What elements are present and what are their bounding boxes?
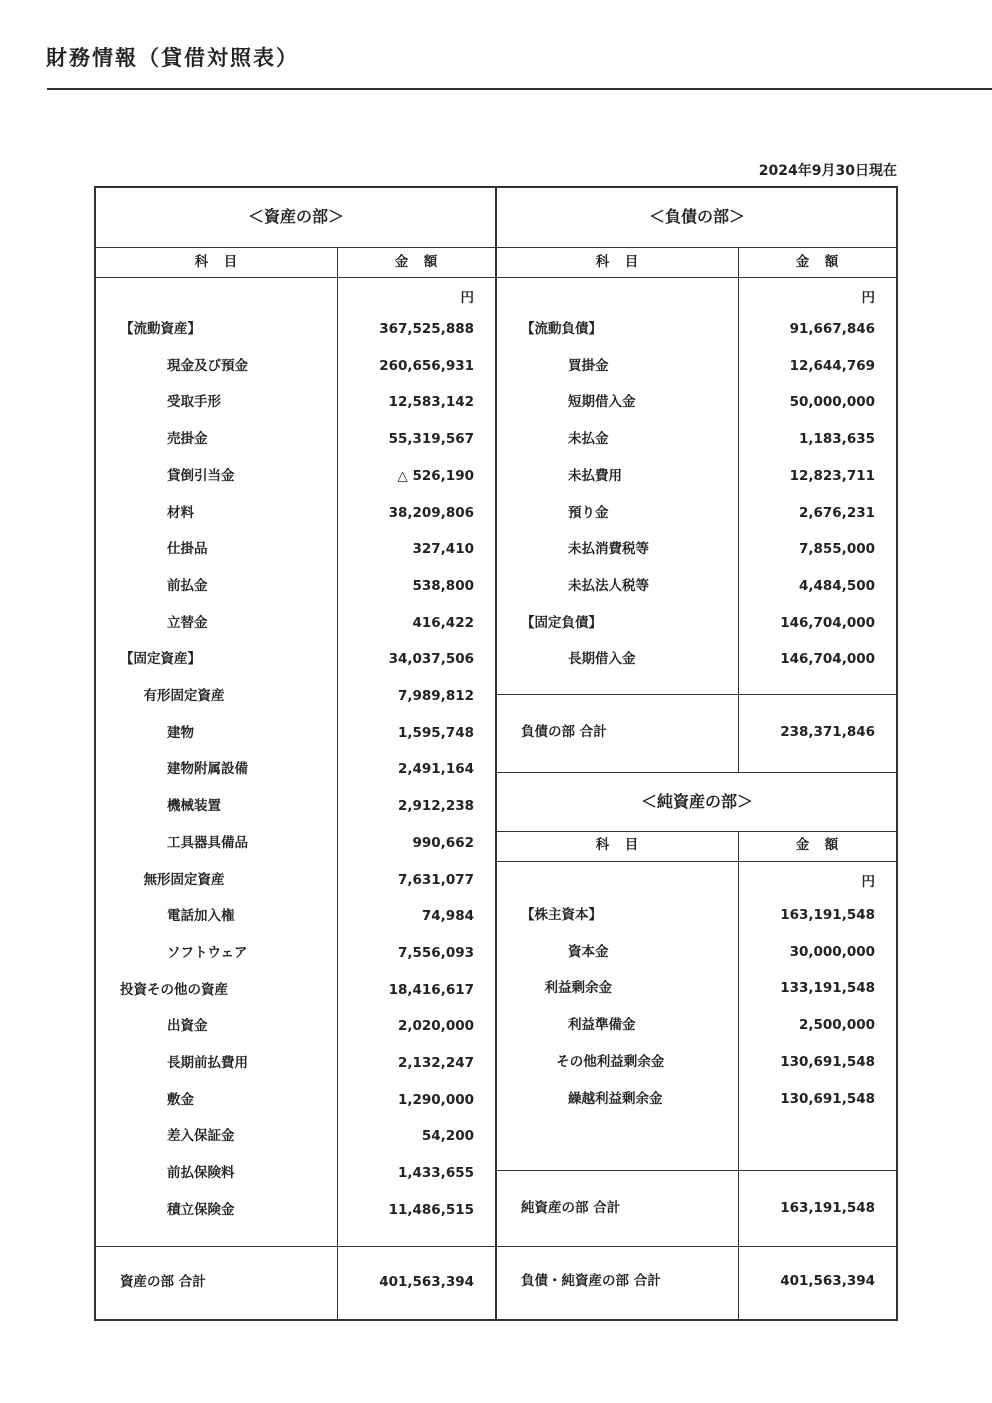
- assets-row-label: 【流動資産】: [120, 321, 201, 337]
- net-assets-row-value: 133,191,548: [780, 980, 875, 997]
- title-divider: [47, 88, 992, 90]
- assets-row-label: 無形固定資産: [143, 871, 225, 888]
- assets-row-label: 貸倒引当金: [167, 467, 235, 484]
- net-assets-row-value: 163,191,548: [780, 907, 875, 923]
- column-header-item: 科 目: [595, 837, 640, 853]
- assets-row-label: 差入保証金: [167, 1128, 235, 1145]
- assets-row-label: 前払保険料: [167, 1165, 235, 1182]
- liabilities-row-value: 4,484,500: [798, 577, 875, 594]
- column-header-item: 科 目: [595, 254, 640, 270]
- liabilities-row-label: 未払消費税等: [568, 541, 649, 558]
- assets-row-label: 投資その他の資産: [120, 981, 228, 998]
- assets-row-label: 仕掛品: [167, 541, 208, 558]
- assets-row-value: △ 526,190: [397, 467, 474, 484]
- assets-row-label: 建物附属設備: [167, 761, 248, 778]
- assets-row-label: 前払金: [167, 577, 208, 594]
- assets-row-value: 55,319,567: [388, 431, 474, 448]
- assets-row-value: 1,290,000: [397, 1091, 474, 1108]
- assets-row-label: 材料: [167, 504, 194, 521]
- assets-row-label: 有形固定資産: [143, 688, 225, 704]
- assets-row-value: 1,595,748: [397, 724, 474, 741]
- liabilities-heading: ＜負債の部＞: [648, 207, 745, 226]
- assets-row-value: 2,912,238: [397, 798, 474, 815]
- assets-row-value: 367,525,888: [379, 321, 474, 337]
- assets-total-label: 資産の部 合計: [120, 1274, 206, 1290]
- net-assets-row-label: 利益剰余金: [544, 980, 612, 997]
- liabilities-row-label: 買掛金: [568, 357, 609, 374]
- column-header-amount: 金 額: [795, 254, 840, 270]
- table-divider: [94, 247, 898, 248]
- net-assets-row-label: 繰越利益剰余金: [568, 1090, 663, 1107]
- net-assets-row-label: 資本金: [568, 943, 609, 960]
- liabilities-total-value: 238,371,846: [780, 724, 875, 740]
- liabilities-row-label: 長期借入金: [568, 651, 636, 668]
- assets-row-label: ソフトウェア: [167, 944, 248, 961]
- liabilities-row-value: 146,704,000: [780, 614, 875, 631]
- assets-row-label: 出資金: [167, 1018, 208, 1035]
- liabilities-row-label: 【流動負債】: [521, 321, 602, 337]
- liabilities-row-value: 2,676,231: [798, 504, 875, 521]
- liabilities-row-label: 未払費用: [568, 467, 622, 484]
- column-header-amount: 金 額: [795, 837, 840, 853]
- assets-row-label: 建物: [167, 724, 194, 741]
- assets-row-value: 990,662: [412, 834, 474, 851]
- table-divider: [496, 1170, 897, 1171]
- net-assets-total-value: 163,191,548: [780, 1200, 875, 1216]
- assets-row-label: 立替金: [167, 614, 208, 631]
- unit-label: 円: [460, 290, 474, 306]
- grand-total-label: 負債・純資産の部 合計: [521, 1273, 661, 1289]
- assets-row-label: 売掛金: [167, 431, 208, 448]
- assets-row-label: 現金及び預金: [167, 357, 248, 374]
- assets-row-value: 18,416,617: [388, 981, 474, 998]
- liabilities-row-value: 1,183,635: [798, 431, 875, 448]
- assets-row-value: 2,491,164: [397, 761, 474, 778]
- assets-total-value: 401,563,394: [379, 1274, 474, 1290]
- net-assets-row-value: 2,500,000: [798, 1017, 875, 1034]
- assets-row-value: 7,989,812: [397, 688, 474, 704]
- table-divider: [496, 831, 897, 832]
- column-header-item: 科 目: [194, 254, 239, 270]
- assets-row-value: 2,020,000: [397, 1018, 474, 1035]
- assets-row-value: 34,037,506: [388, 651, 474, 668]
- assets-row-value: 7,631,077: [397, 871, 474, 888]
- liabilities-row-label: 未払法人税等: [568, 577, 649, 594]
- grand-total-value: 401,563,394: [780, 1273, 875, 1289]
- table-divider: [495, 186, 497, 1321]
- assets-row-label: 受取手形: [167, 394, 221, 411]
- net-assets-row-value: 30,000,000: [789, 943, 875, 960]
- liabilities-row-value: 146,704,000: [780, 651, 875, 668]
- assets-row-value: 38,209,806: [388, 504, 474, 521]
- assets-row-label: 機械装置: [167, 798, 221, 815]
- assets-row-value: 260,656,931: [379, 357, 474, 374]
- assets-row-value: 2,132,247: [397, 1055, 474, 1071]
- liabilities-row-value: 91,667,846: [789, 321, 875, 337]
- assets-row-value: 7,556,093: [397, 944, 474, 961]
- assets-row-label: 積立保険金: [167, 1201, 235, 1218]
- liabilities-row-value: 12,823,711: [789, 467, 875, 484]
- page-title: 財務情報（貸借対照表）: [46, 46, 299, 70]
- net-assets-row-label: 利益準備金: [568, 1017, 636, 1034]
- liabilities-row-label: 預り金: [568, 504, 609, 521]
- assets-row-value: 12,583,142: [388, 394, 474, 411]
- table-divider: [496, 772, 897, 773]
- assets-row-label: 長期前払費用: [167, 1055, 248, 1071]
- assets-row-label: 工具器具備品: [167, 834, 248, 851]
- as-of-date: 2024年9月30日現在: [758, 163, 897, 179]
- liabilities-row-label: 短期借入金: [568, 394, 636, 411]
- table-divider: [94, 277, 898, 278]
- assets-row-value: 54,200: [421, 1128, 474, 1145]
- assets-row-label: 【固定資産】: [120, 651, 201, 668]
- liabilities-row-value: 50,000,000: [789, 394, 875, 411]
- net-assets-heading: ＜純資産の部＞: [640, 792, 753, 811]
- unit-label: 円: [861, 290, 875, 306]
- net-assets-total-label: 純資産の部 合計: [521, 1200, 621, 1216]
- assets-row-value: 1,433,655: [397, 1165, 474, 1182]
- net-assets-row-value: 130,691,548: [780, 1090, 875, 1107]
- assets-row-value: 416,422: [412, 614, 474, 631]
- net-assets-row-value: 130,691,548: [780, 1053, 875, 1070]
- table-divider: [496, 861, 897, 862]
- assets-row-value: 11,486,515: [388, 1201, 474, 1218]
- net-assets-row-label: 【株主資本】: [521, 907, 602, 923]
- net-assets-row-label: その他利益剰余金: [556, 1053, 665, 1070]
- assets-row-value: 538,800: [412, 577, 474, 594]
- assets-heading: ＜資産の部＞: [247, 207, 344, 226]
- assets-row-label: 電話加入権: [167, 908, 235, 925]
- liabilities-row-label: 未払金: [568, 431, 609, 448]
- liabilities-row-value: 7,855,000: [798, 541, 875, 558]
- assets-row-value: 74,984: [421, 908, 474, 925]
- assets-row-value: 327,410: [412, 541, 474, 558]
- liabilities-row-label: 【固定負債】: [521, 614, 602, 631]
- table-border: [94, 186, 96, 1321]
- assets-row-label: 敷金: [167, 1091, 194, 1108]
- table-divider: [94, 1246, 898, 1247]
- liabilities-row-value: 12,644,769: [789, 357, 875, 374]
- column-header-amount: 金 額: [394, 254, 439, 270]
- liabilities-total-label: 負債の部 合計: [521, 724, 607, 740]
- unit-label: 円: [861, 874, 875, 890]
- table-divider: [496, 694, 897, 695]
- table-border: [896, 186, 898, 1321]
